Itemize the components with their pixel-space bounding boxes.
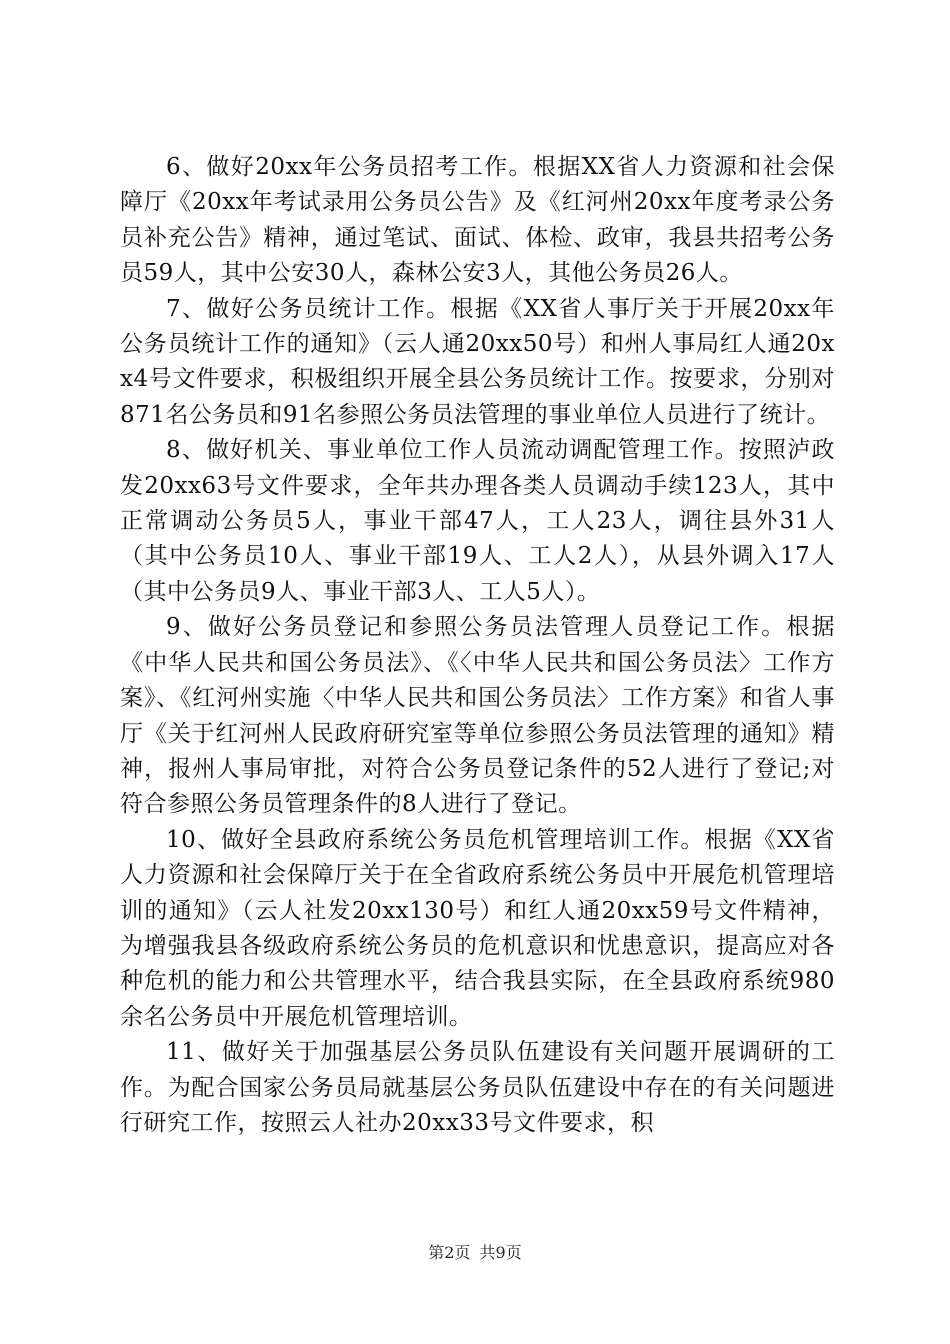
document-body	[120, 150, 835, 1141]
paragraph-10: 10、做好全县政府系统公务员危机管理培训工作。根据《XX省人力资源和社会保障厅关于在全省政府系统公务员中开展危机管理培训的通知》（云人社发20xx130号）和红人通20xx59号文件精神，为增强我县各级政府系统公务员的危机意识和忧患意识，提高应对各种危机的能力和公共管理水平，结合我县实际，在全县政府系统980余名公务员中开展危机管理培训。	[120, 826, 835, 1030]
paragraph-9: 9、做好公务员登记和参照公务员法管理人员登记工作。根据《中华人民共和国公务员法》、《〈中华人民共和国公务员法〉工作方案》、《红河州实施〈中华人民共和国公务员法〉工作方案》和省人事厅《关于红河州人民政府研究室等单位参照公务员法管理的通知》精神，报州人事局审批，对符合公务员登记条件的52人进行了登记;对符合参照公务员管理条件的8人进行了登记。	[120, 614, 835, 818]
paragraph-6: 6、做好20xx年公务员招考工作。根据XX省人力资源和社会保障厅《20xx年考试录用公务员公告》及《红河州20xx年度考录公务员补充公告》精神，通过笔试、面试、体检、政审，我县共招考公务员59人，其中公安30人，森林公安3人，其他公务员26人。	[120, 154, 835, 287]
paragraph-7: 7、做好公务员统计工作。根据《XX省人事厅关于开展20xx年公务员统计工作的通知》（云人通20xx50号）和州人事局红人通20xx4号文件要求，积极组织开展全县公务员统计工作。按要求，分别对871名公务员和91名参照公务员法管理的事业单位人员进行了统计。	[120, 295, 835, 428]
total-pages: 共9页	[479, 1243, 522, 1262]
current-page-number: 第2页	[428, 1243, 471, 1262]
page-footer	[0, 1240, 950, 1263]
paragraph-11: 11、做好关于加强基层公务员队伍建设有关问题开展调研的工作。为配合国家公务员局就基层公务员队伍建设中存在的有关问题进行研究工作，按照云人社办20xx33号文件要求，积	[120, 1039, 835, 1136]
paragraph-8: 8、做好机关、事业单位工作人员流动调配管理工作。按照泸政发20xx63号文件要求，全年共办理各类人员调动手续123人，其中正常调动公务员5人，事业干部47人，工人23人，调往县外31人（其中公务员10人、事业干部19人、工人2人），从县外调入17人（其中公务员9人、事业干部3人、工人5人）。	[120, 437, 835, 605]
